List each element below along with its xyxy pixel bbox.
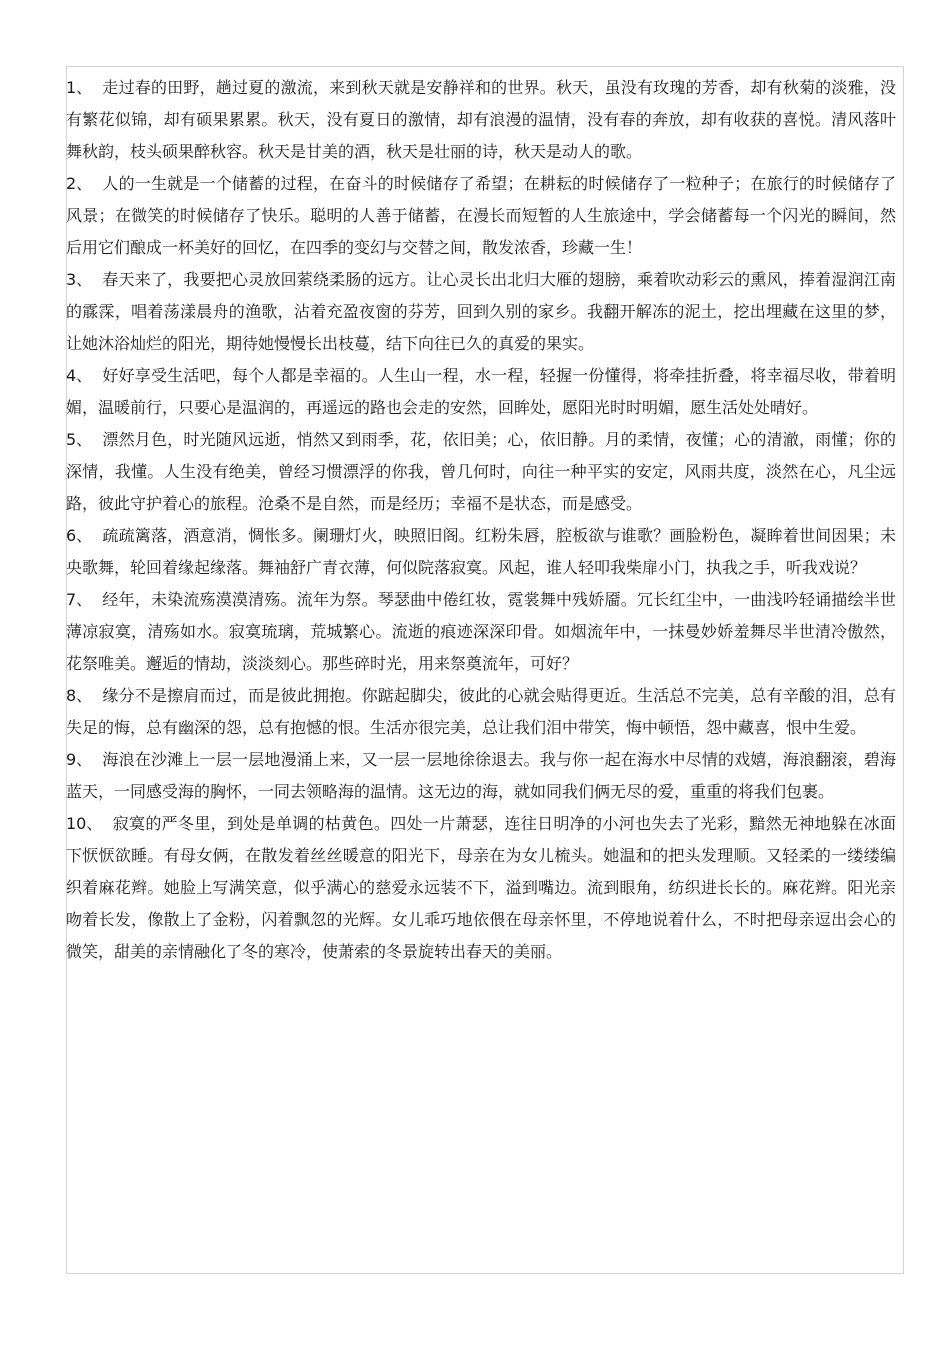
paragraph-10: [66, 808, 896, 968]
paragraph-number: 7、: [66, 590, 93, 609]
paragraph-2: [66, 168, 896, 264]
paragraph-7: [66, 584, 896, 680]
paragraph-8: [66, 680, 896, 744]
paragraph-text: 经年，未染流殇漠漠清殇。流年为祭。琴瑟曲中倦红妆，霓裳舞中残娇靥。冗长红尘中，一曲浅吟轻诵描绘半世薄凉寂寞，清殇如水。寂寞琉璃，荒城繁心。流逝的痕迹深深印骨。如烟流年中，一抹曼妙娇羞舞尽半世清冷傲然，花祭唯美。邂逅的情劫，淡淡刻心。那些碎时光，用来祭奠流年，可好？: [66, 590, 896, 673]
document-body: [66, 72, 896, 968]
paragraph-text: 好好享受生活吧，每个人都是幸福的。人生山一程，水一程，轻握一份懂得，将牵挂折叠，将幸福尽收，带着明媚，温暖前行，只要心是温润的，再遥远的路也会走的安然，回眸处，愿阳光时时明媚，愿生活处处晴好。: [66, 366, 896, 417]
paragraph-number: 1、: [66, 78, 93, 97]
paragraph-9: [66, 744, 896, 808]
paragraph-number: 2、: [66, 174, 93, 193]
paragraph-text: 寂寞的严冬里，到处是单调的枯黄色。四处一片萧瑟，连往日明净的小河也失去了光彩，黯然无神地躲在冰面下恹恹欲睡。有母女俩，在散发着丝丝暖意的阳光下，母亲在为女儿梳头。她温和的把头发理顺。又轻柔的一缕缕编织着麻花辫。她脸上写满笑意，似乎满心的慈爱永远装不下，溢到嘴边。流到眼角，纺织进长长的。麻花辫。阳光亲吻着长发，像散上了金粉，闪着飘忽的光辉。女儿乖巧地依偎在母亲怀里，不停地说着什么，不时把母亲逗出会心的微笑，甜美的亲情融化了冬的寒冷，使萧索的冬景旋转出春天的美丽。: [66, 814, 896, 961]
paragraph-1: [66, 72, 896, 168]
paragraph-number: 8、: [66, 686, 93, 705]
paragraph-text: 疏疏篱落，酒意消，惆怅多。阑珊灯火，映照旧阁。红粉朱唇，腔板欲与谁歌？画脸粉色，凝眸着世间因果；未央歌舞，轮回着缘起缘落。舞袖舒广青衣薄，何似院落寂寞。风起，谁人轻叩我柴扉小门，执我之手，听我戏说？: [66, 526, 896, 577]
paragraph-text: 缘分不是擦肩而过，而是彼此拥抱。你踮起脚尖，彼此的心就会贴得更近。生活总不完美，总有辛酸的泪，总有失足的悔，总有幽深的怨，总有抱憾的恨。生活亦很完美，总让我们泪中带笑，悔中顿悟，怨中藏喜，恨中生爱。: [66, 686, 896, 737]
paragraph-3: [66, 264, 896, 360]
paragraph-text: 人的一生就是一个储蓄的过程，在奋斗的时候储存了希望；在耕耘的时候储存了一粒种子；在旅行的时候储存了风景；在微笑的时候储存了快乐。聪明的人善于储蓄，在漫长而短暂的人生旅途中，学会储蓄每一个闪光的瞬间，然后用它们酿成一杯美好的回忆，在四季的变幻与交替之间，散发浓香，珍藏一生！: [66, 174, 896, 257]
paragraph-number: 6、: [66, 526, 93, 545]
paragraph-number: 9、: [66, 750, 93, 769]
paragraph-text: 走过春的田野，趟过夏的激流，来到秋天就是安静祥和的世界。秋天，虽没有玫瑰的芳香，却有秋菊的淡雅，没有繁花似锦，却有硕果累累。秋天，没有夏日的激情，却有浪漫的温情，没有春的奔放，却有收获的喜悦。清风落叶舞秋韵，枝头硕果醉秋容。秋天是甘美的酒，秋天是壮丽的诗，秋天是动人的歌。: [66, 78, 896, 161]
paragraph-4: [66, 360, 896, 424]
paragraph-5: [66, 424, 896, 520]
paragraph-text: 春天来了，我要把心灵放回萦绕柔肠的远方。让心灵长出北归大雁的翅膀，乘着吹动彩云的熏风，捧着湿润江南的霡霂，唱着荡漾晨舟的渔歌，沾着充盈夜窗的芬芳，回到久别的家乡。我翻开解冻的泥土，挖出埋藏在这里的梦，让她沐浴灿烂的阳光，期待她慢慢长出枝蔓，结下向往已久的真爱的果实。: [66, 270, 896, 353]
paragraph-number: 4、: [66, 366, 93, 385]
paragraph-number: 5、: [66, 430, 93, 449]
paragraph-text: 漂然月色，时光随风远逝，悄然又到雨季，花，依旧美；心，依旧静。月的柔情，夜懂；心的清澈，雨懂；你的深情，我懂。人生没有绝美，曾经习惯漂浮的你我，曾几何时，向往一种平实的安定，风雨共度，淡然在心，凡尘远路，彼此守护着心的旅程。沧桑不是自然，而是经历；幸福不是状态，而是感受。: [66, 430, 896, 513]
paragraph-number: 3、: [66, 270, 93, 289]
paragraph-text: 海浪在沙滩上一层一层地漫涌上来，又一层一层地徐徐退去。我与你一起在海水中尽情的戏嬉，海浪翻滚，碧海蓝天，一同感受海的胸怀，一同去领略海的温情。这无边的海，就如同我们俩无尽的爱，重重的将我们包裹。: [66, 750, 896, 801]
paragraph-number: 10、: [66, 814, 103, 833]
paragraph-6: [66, 520, 896, 584]
